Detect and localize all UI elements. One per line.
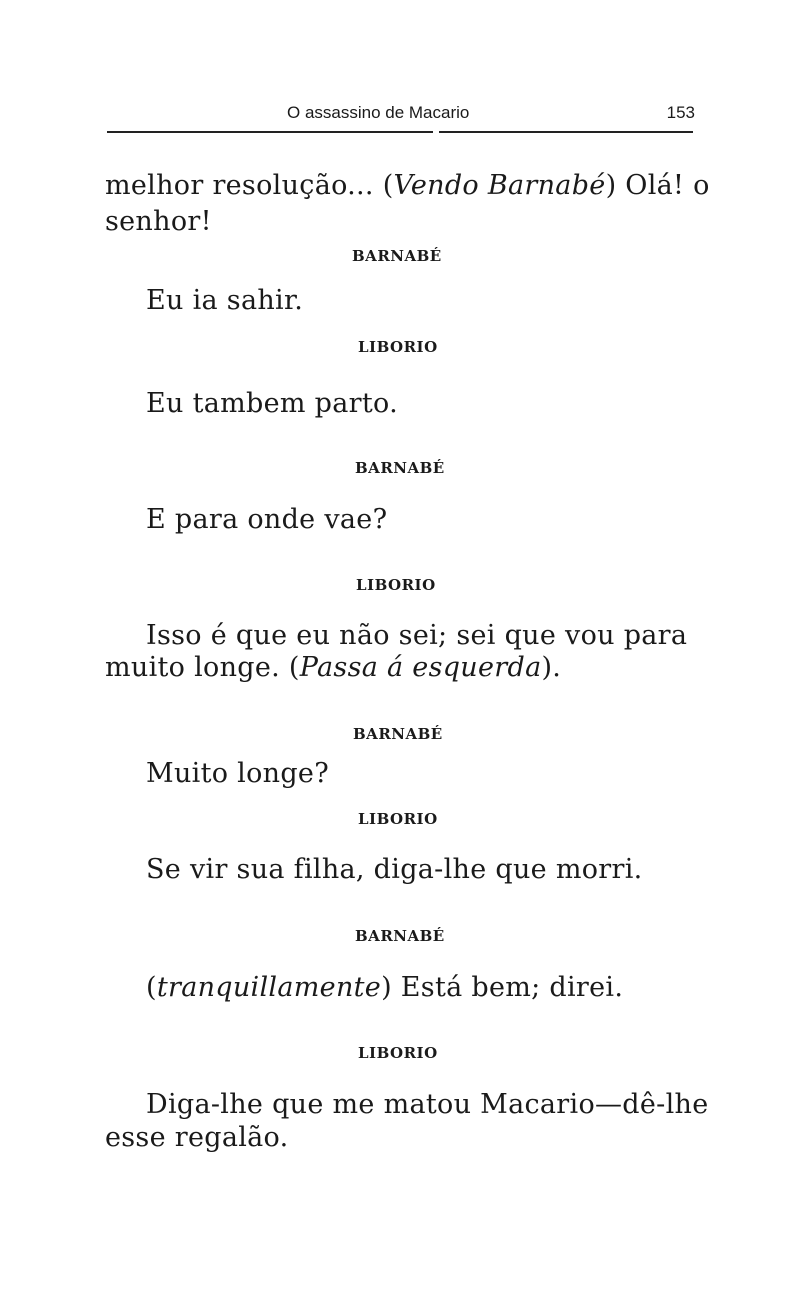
stage-direction: tranquillamente [156, 972, 382, 1003]
dialogue-line: Eu tambem parto. [146, 388, 398, 419]
speaker-name: BARNABÉ [352, 247, 442, 265]
speaker-name: BARNABÉ [353, 725, 443, 743]
dialogue-line: E para onde vae? [146, 504, 388, 535]
text-fragment: ( [146, 972, 157, 1003]
speaker-name: BARNABÉ [355, 927, 445, 945]
dialogue-line: Eu ia sahir. [146, 285, 304, 316]
dialogue-line [146, 972, 623, 1004]
text-fragment: ) Olá! o [605, 170, 710, 201]
dialogue-line [105, 652, 561, 684]
stage-direction: Passa á esquerda [299, 652, 542, 683]
speaker-name: LIBORIO [358, 810, 438, 828]
dialogue-line: esse regalão. [105, 1122, 289, 1153]
dialogue-line: Isso é que eu não sei; sei que vou para [146, 620, 688, 651]
text-fragment: muito longe. ( [105, 652, 300, 683]
text-fragment: ) Está bem; direi. [381, 972, 624, 1003]
stage-direction: Vendo Barnabé [393, 170, 606, 201]
dialogue-line: Diga-lhe que me matou Macario—dê-lhe [146, 1089, 709, 1120]
speaker-name: LIBORIO [358, 338, 438, 356]
header-rule-gap [433, 129, 439, 135]
speaker-name: LIBORIO [356, 576, 436, 594]
text-line: senhor! [105, 206, 212, 237]
text-fragment: ). [541, 652, 562, 683]
page-number: 153 [666, 103, 695, 122]
text-fragment: melhor resolução... ( [105, 170, 394, 201]
running-title: O assassino de Macario [287, 103, 470, 122]
speaker-name: BARNABÉ [355, 459, 445, 477]
dialogue-line: Se vir sua filha, diga-lhe que morri. [146, 854, 643, 885]
header-rule [107, 131, 693, 133]
text-line [105, 170, 710, 202]
running-head [105, 103, 695, 127]
dialogue-line: Muito longe? [146, 758, 329, 789]
speaker-name: LIBORIO [358, 1044, 438, 1062]
